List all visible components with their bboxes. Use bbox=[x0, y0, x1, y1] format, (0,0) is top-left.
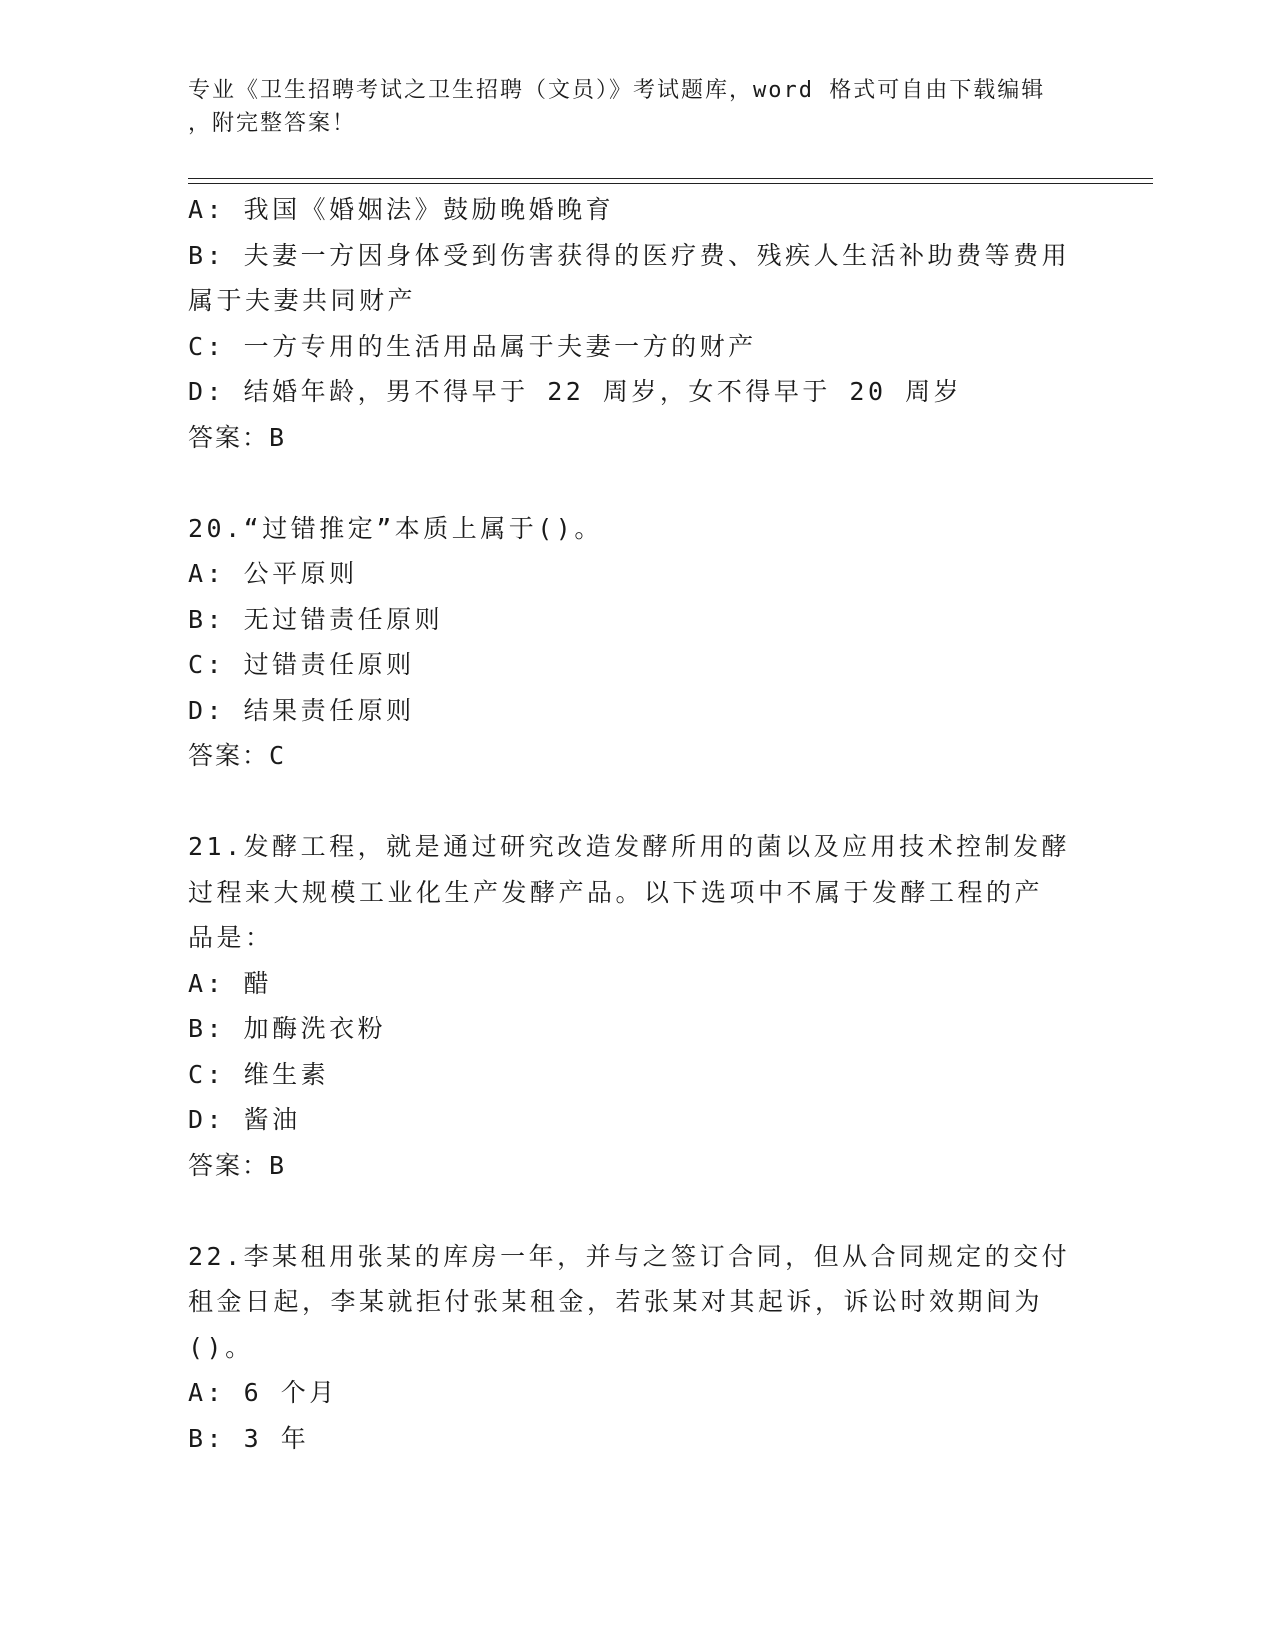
question-stem-line-2: 过程来大规模工业化生产发酵产品。以下选项中不属于发酵工程的产 bbox=[188, 877, 1044, 907]
option-a: A: 公平原则 bbox=[188, 559, 358, 588]
header-rule-bottom bbox=[188, 183, 1153, 184]
option-b: B: 3 年 bbox=[188, 1423, 310, 1453]
question-list bbox=[188, 187, 1088, 1461]
option-b: B: 夫妻一方因身体受到伤害获得的医疗费、残疾人生活补助费等费用 bbox=[188, 240, 1071, 270]
question-20 bbox=[188, 506, 1088, 779]
option-a: A: 我国《婚姻法》鼓励晚婚晚育 bbox=[188, 195, 615, 224]
question-21 bbox=[188, 824, 1088, 1188]
question-stem: 20.“过错推定”本质上属于()。 bbox=[188, 513, 603, 543]
header-rule-top bbox=[188, 178, 1153, 179]
option-c: C: 过错责任原则 bbox=[188, 650, 415, 679]
question-stem-line-3: 品是： bbox=[188, 923, 274, 952]
answer: 答案：B bbox=[188, 422, 287, 452]
question-19 bbox=[188, 187, 1088, 460]
option-b-continued: 属于夫妻共同财产 bbox=[188, 286, 417, 315]
option-a: A: 6 个月 bbox=[188, 1378, 338, 1407]
option-d: D: 结果责任原则 bbox=[188, 695, 415, 725]
spacer bbox=[188, 1188, 1088, 1234]
header-line-2: ，附完整答案！ bbox=[188, 111, 357, 136]
question-stem-line-2: 租金日起，李某就拒付张某租金，若张某对其起诉，诉讼时效期间为 bbox=[188, 1287, 1044, 1316]
document-header bbox=[188, 74, 1088, 140]
question-stem-line-3: ()。 bbox=[188, 1332, 254, 1362]
question-stem-line-1: 21.发酵工程，就是通过研究改造发酵所用的菌以及应用技术控制发酵 bbox=[188, 832, 1071, 861]
option-c: C: 一方专用的生活用品属于夫妻一方的财产 bbox=[188, 331, 757, 361]
spacer bbox=[188, 460, 1088, 506]
option-b: B: 加酶洗衣粉 bbox=[188, 1014, 387, 1043]
option-d: D: 结婚年龄，男不得早于 22 周岁，女不得早于 20 周岁 bbox=[188, 377, 963, 406]
spacer bbox=[188, 779, 1088, 825]
answer: 答案：B bbox=[188, 1150, 287, 1180]
question-stem-line-1: 22.李某租用张某的库房一年，并与之签订合同，但从合同规定的交付 bbox=[188, 1241, 1071, 1271]
header-line-1: 专业《卫生招聘考试之卫生招聘（文员）》考试题库，word 格式可自由下载编辑 bbox=[188, 78, 1046, 103]
option-d: D: 酱油 bbox=[188, 1105, 301, 1134]
option-a: A: 醋 bbox=[188, 968, 273, 998]
option-c: C: 维生素 bbox=[188, 1059, 330, 1089]
answer: 答案：C bbox=[188, 741, 287, 770]
question-22 bbox=[188, 1234, 1088, 1462]
option-b: B: 无过错责任原则 bbox=[188, 604, 444, 634]
